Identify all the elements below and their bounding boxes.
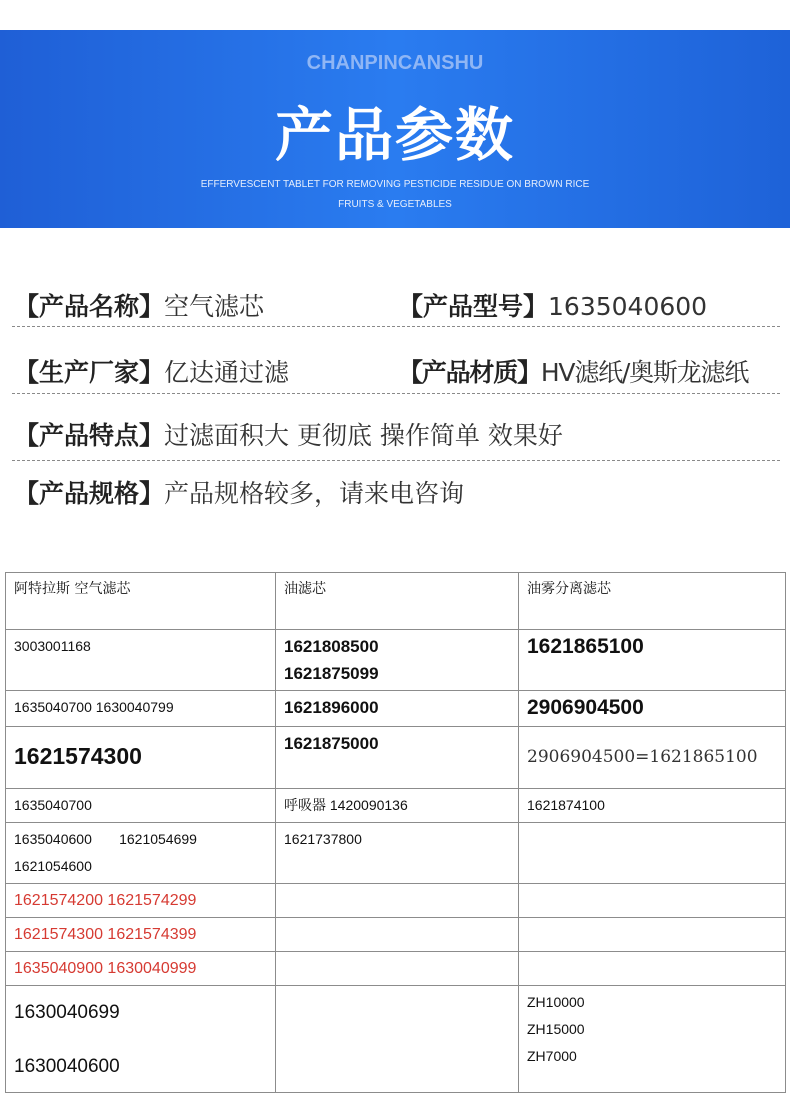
param-maker-value: 亿达通过滤 [164, 358, 290, 387]
table-cell [276, 952, 519, 986]
param-name [14, 287, 264, 323]
table-header: 阿特拉斯 空气滤芯 [6, 573, 276, 630]
table-cell [6, 952, 276, 986]
table-header: 油雾分离滤芯 [519, 573, 786, 630]
cell-line: 1621875000 [284, 734, 379, 753]
table-cell [6, 727, 276, 789]
cell-line: 1621808500 [284, 637, 379, 656]
param-material-value: HV滤纸/奥斯龙滤纸 [540, 358, 749, 387]
param-feature-label: 【产品特点】 [14, 421, 165, 450]
table-cell [519, 823, 786, 884]
table-cell [519, 884, 786, 918]
cell-line: 2906904500 [527, 696, 644, 719]
table-cell [6, 986, 276, 1093]
param-spec [14, 474, 464, 510]
cell-line: 1621896000 [284, 698, 379, 717]
table-row [6, 789, 786, 823]
table-cell [519, 630, 786, 691]
cell-line: 1621875099 [284, 664, 379, 683]
table-header: 油滤芯 [276, 573, 519, 630]
param-spec-value: 产品规格较多，请来电咨询 [164, 479, 465, 508]
cell-line: ZH10000 [527, 994, 585, 1010]
cell-line: 1630040600 [14, 1056, 120, 1077]
table-row [6, 918, 786, 952]
table-cell [519, 986, 786, 1093]
table-row [6, 823, 786, 884]
table-row [6, 727, 786, 789]
spec-table [5, 572, 786, 1093]
table-cell [519, 952, 786, 986]
table-cell: 1635040700 1630040799 [6, 691, 276, 727]
divider [12, 393, 780, 394]
table-row [6, 952, 786, 986]
param-maker-label: 【生产厂家】 [14, 358, 165, 387]
table-cell [6, 918, 276, 952]
table-cell: 呼吸器 1420090136 [276, 789, 519, 823]
table-row [6, 884, 786, 918]
table-cell [276, 918, 519, 952]
table-cell [276, 986, 519, 1093]
table-cell [519, 918, 786, 952]
table-cell: 1621737800 [276, 823, 519, 884]
table-cell [276, 727, 519, 789]
param-feature [14, 416, 563, 452]
table-row [6, 986, 786, 1093]
table-row [6, 630, 786, 691]
table-cell: 3003001168 [6, 630, 276, 691]
banner-subtitle-2: FRUITS & VEGETABLES [338, 199, 452, 210]
table-cell [519, 691, 786, 727]
divider [12, 460, 780, 461]
cell-line: 1621865100 [527, 635, 644, 658]
param-spec-label: 【产品规格】 [14, 479, 165, 508]
cell-line: 2906904500=1621865100 [527, 747, 758, 767]
table-cell [519, 727, 786, 789]
table-cell [6, 823, 276, 884]
param-name-label: 【产品名称】 [14, 292, 165, 321]
table-cell: 1635040700 [6, 789, 276, 823]
cell-line: 1635040900 1630040999 [14, 960, 197, 977]
header-banner [0, 30, 790, 228]
cell-line: ZH7000 [527, 1048, 577, 1064]
divider [12, 326, 780, 327]
param-maker [14, 353, 289, 389]
param-feature-value: 过滤面积大 更彻底 操作简单 效果好 [164, 421, 563, 450]
cell-line: 1630040699 [14, 1002, 120, 1023]
table-cell [6, 884, 276, 918]
param-material [398, 353, 748, 389]
cell-line: 1621054600 [14, 858, 92, 874]
param-model-value: 1635040600 [548, 292, 708, 321]
banner-en-title: CHANPINCANSHU [306, 52, 484, 74]
banner-cn-title: 产品参数 [274, 101, 515, 169]
param-material-label: 【产品材质】 [398, 358, 541, 387]
param-model-label: 【产品型号】 [398, 292, 549, 321]
banner-subtitle-1: EFFERVESCENT TABLET FOR REMOVING PESTICIDE RESIDUE ON BROWN RICE [200, 179, 590, 190]
param-model [398, 287, 707, 323]
table-header-row [6, 573, 786, 630]
param-name-value: 空气滤芯 [164, 292, 265, 321]
table-row [6, 691, 786, 727]
cell-line: 1621574200 1621574299 [14, 892, 197, 909]
cell-line: 1621574300 1621574399 [14, 926, 197, 943]
table-cell [276, 884, 519, 918]
table-cell [276, 691, 519, 727]
table-cell [276, 630, 519, 691]
table-cell: 1621874100 [519, 789, 786, 823]
cell-line: ZH15000 [527, 1021, 585, 1037]
cell-line: 1635040600 1621054699 [14, 831, 197, 847]
cell-line: 1621574300 [14, 742, 142, 769]
